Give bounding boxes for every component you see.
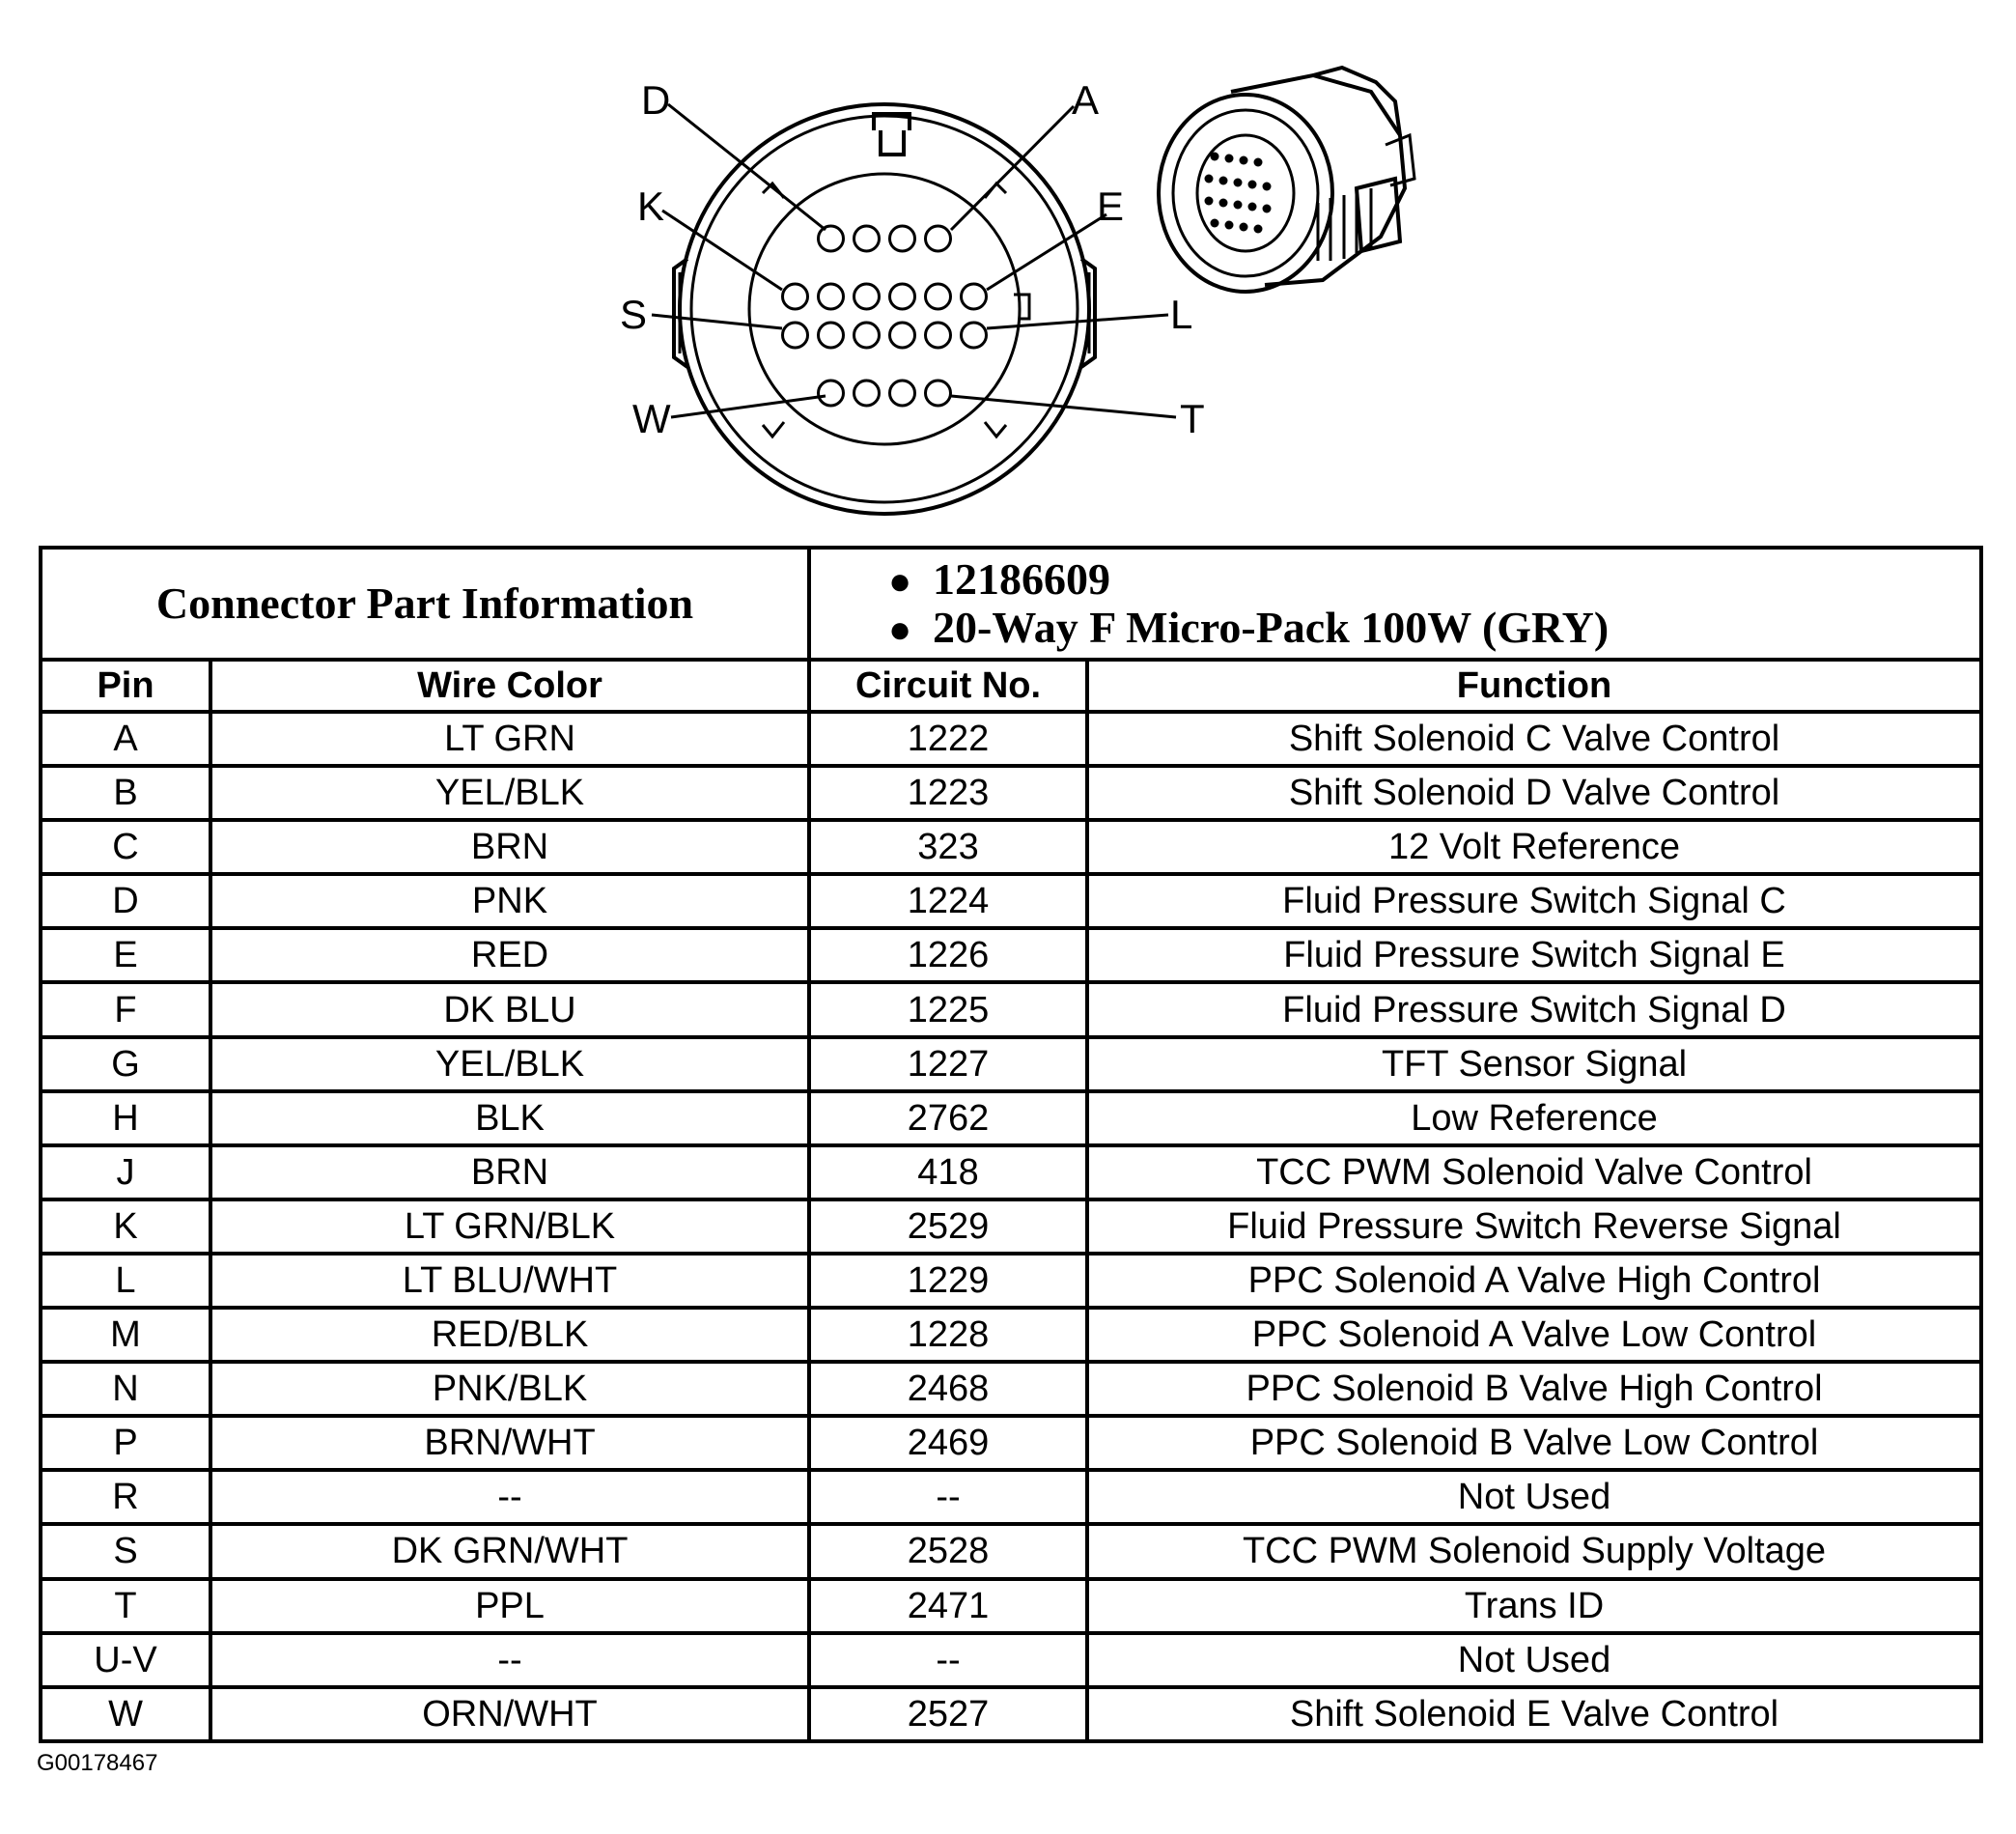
pin-cavity-3d <box>1248 203 1257 212</box>
circuit-no-cell: -- <box>809 1633 1087 1687</box>
wire-color-cell: RED <box>210 928 809 982</box>
pin-hole <box>854 226 880 251</box>
part-info-item <box>888 554 1979 604</box>
function-cell: TFT Sensor Signal <box>1087 1037 1981 1091</box>
pin-hole <box>819 323 844 348</box>
pin-hole <box>854 323 880 348</box>
table-row <box>41 1254 1981 1308</box>
function-cell: Shift Solenoid C Valve Control <box>1087 712 1981 766</box>
wire-color-cell: -- <box>210 1470 809 1524</box>
pin-cavity-3d <box>1254 225 1263 234</box>
function-cell: Trans ID <box>1087 1579 1981 1633</box>
table-row <box>41 1145 1981 1199</box>
header-wire-color: Wire Color <box>210 660 809 712</box>
pin-cavity-3d <box>1205 197 1214 206</box>
pin-hole <box>854 381 880 406</box>
pin-hole <box>783 323 808 348</box>
pin-cell: E <box>41 928 210 982</box>
pin-cell: D <box>41 874 210 928</box>
circuit-no-cell: -- <box>809 1470 1087 1524</box>
pin-hole <box>890 284 915 309</box>
pin-cell: H <box>41 1091 210 1145</box>
pin-hole <box>890 381 915 406</box>
pin-label-l: L <box>1170 292 1193 337</box>
pin-hole <box>890 323 915 348</box>
table-row <box>41 1633 1981 1687</box>
circuit-no-cell: 2471 <box>809 1579 1087 1633</box>
pin-cavity-3d <box>1263 205 1272 213</box>
pin-cell: A <box>41 712 210 766</box>
pin-cavity-3d <box>1263 183 1272 191</box>
function-cell: PPC Solenoid A Valve High Control <box>1087 1254 1981 1308</box>
function-cell: Low Reference <box>1087 1091 1981 1145</box>
function-cell: PPC Solenoid B Valve High Control <box>1087 1362 1981 1416</box>
table-row <box>41 1091 1981 1145</box>
bullet-icon: ● <box>888 607 912 651</box>
pin-cavity-3d <box>1234 179 1243 187</box>
pin-cell: J <box>41 1145 210 1199</box>
circuit-no-cell: 2762 <box>809 1091 1087 1145</box>
header-circuit-no: Circuit No. <box>809 660 1087 712</box>
connector-table <box>39 546 1983 1743</box>
function-cell: PPC Solenoid B Valve Low Control <box>1087 1416 1981 1470</box>
pin-cavity-3d <box>1234 201 1243 210</box>
function-cell: Not Used <box>1087 1633 1981 1687</box>
pin-hole <box>962 284 987 309</box>
table-row <box>41 1308 1981 1362</box>
pin-cell: U-V <box>41 1633 210 1687</box>
pin-cell: S <box>41 1524 210 1578</box>
circuit-no-cell: 2468 <box>809 1362 1087 1416</box>
circuit-no-cell: 2527 <box>809 1687 1087 1741</box>
pin-cell: R <box>41 1470 210 1524</box>
circuit-no-cell: 1228 <box>809 1308 1087 1362</box>
circuit-no-cell: 1226 <box>809 928 1087 982</box>
wire-color-cell: LT BLU/WHT <box>210 1254 809 1308</box>
circuit-no-cell: 1225 <box>809 982 1087 1036</box>
pin-hole <box>819 381 844 406</box>
pin-cavity-3d <box>1248 181 1257 189</box>
table-header-row <box>41 660 1981 712</box>
figure-id: G00178467 <box>37 1750 158 1776</box>
connector-part-info-label: Connector Part Information <box>41 548 809 660</box>
wire-color-cell: LT GRN <box>210 712 809 766</box>
table-row <box>41 712 1981 766</box>
circuit-no-cell: 418 <box>809 1145 1087 1199</box>
part-number: 12186609 <box>933 554 1110 604</box>
pin-hole <box>819 226 844 251</box>
pin-cavity-3d <box>1240 223 1248 232</box>
pin-label-t: T <box>1180 396 1205 441</box>
table-row <box>41 928 1981 982</box>
function-cell: Fluid Pressure Switch Signal D <box>1087 982 1981 1036</box>
circuit-no-cell: 323 <box>809 820 1087 874</box>
circuit-no-cell: 1223 <box>809 766 1087 820</box>
pin-cell: F <box>41 982 210 1036</box>
header-function: Function <box>1087 660 1981 712</box>
pin-cavity-3d <box>1219 199 1228 208</box>
part-description: 20-Way F Micro-Pack 100W (GRY) <box>933 603 1610 652</box>
function-cell: Shift Solenoid E Valve Control <box>1087 1687 1981 1741</box>
circuit-no-cell: 2528 <box>809 1524 1087 1578</box>
circuit-no-cell: 2469 <box>809 1416 1087 1470</box>
wire-color-cell: BRN <box>210 820 809 874</box>
table-row <box>41 766 1981 820</box>
table-row <box>41 1524 1981 1578</box>
wire-color-cell: -- <box>210 1633 809 1687</box>
pin-cell: T <box>41 1579 210 1633</box>
pin-cell: L <box>41 1254 210 1308</box>
wire-color-cell: RED/BLK <box>210 1308 809 1362</box>
connector-part-info-row <box>41 548 1981 660</box>
wire-color-cell: BRN <box>210 1145 809 1199</box>
function-cell: Fluid Pressure Switch Signal E <box>1087 928 1981 982</box>
circuit-no-cell: 1222 <box>809 712 1087 766</box>
wire-color-cell: PNK/BLK <box>210 1362 809 1416</box>
pin-hole <box>890 226 915 251</box>
pin-hole <box>962 323 987 348</box>
wire-color-cell: PPL <box>210 1579 809 1633</box>
pin-cell: K <box>41 1199 210 1254</box>
connector-part-info-list <box>809 548 1981 660</box>
header-pin: Pin <box>41 660 210 712</box>
pin-cell: P <box>41 1416 210 1470</box>
pin-hole <box>926 226 951 251</box>
function-cell: Not Used <box>1087 1470 1981 1524</box>
pin-cavity-3d <box>1240 156 1248 165</box>
table-row <box>41 1037 1981 1091</box>
pin-hole <box>926 284 951 309</box>
pin-cavity-3d <box>1225 221 1234 230</box>
table-row <box>41 820 1981 874</box>
pin-hole <box>854 284 880 309</box>
pin-label-s: S <box>620 292 648 337</box>
connector-3d-view <box>1159 68 1414 292</box>
table-row <box>41 1199 1981 1254</box>
function-cell: TCC PWM Solenoid Supply Voltage <box>1087 1524 1981 1578</box>
wire-color-cell: LT GRN/BLK <box>210 1199 809 1254</box>
pin-cavity-3d <box>1254 158 1263 167</box>
table-row <box>41 1362 1981 1416</box>
table-row <box>41 1416 1981 1470</box>
table-row <box>41 1579 1981 1633</box>
function-cell: 12 Volt Reference <box>1087 820 1981 874</box>
wire-color-cell: ORN/WHT <box>210 1687 809 1741</box>
wire-color-cell: BRN/WHT <box>210 1416 809 1470</box>
function-cell: TCC PWM Solenoid Valve Control <box>1087 1145 1981 1199</box>
table-row <box>41 1687 1981 1741</box>
pin-label-a: A <box>1072 77 1100 123</box>
pin-leader-lines <box>652 104 1176 417</box>
circuit-no-cell: 1227 <box>809 1037 1087 1091</box>
pin-cavity-3d <box>1211 153 1219 161</box>
pin-cell: N <box>41 1362 210 1416</box>
pin-cavity-3d <box>1211 219 1219 228</box>
pin-cell: M <box>41 1308 210 1362</box>
pin-holes <box>783 226 987 406</box>
pin-cell: C <box>41 820 210 874</box>
connector-diagram <box>0 0 2016 541</box>
pin-hole <box>926 323 951 348</box>
bullet-icon: ● <box>888 559 912 603</box>
wire-color-cell: DK BLU <box>210 982 809 1036</box>
circuit-no-cell: 2529 <box>809 1199 1087 1254</box>
pin-label-d: D <box>641 77 671 123</box>
table-row <box>41 982 1981 1036</box>
circuit-no-cell: 1229 <box>809 1254 1087 1308</box>
pin-cell: G <box>41 1037 210 1091</box>
wire-color-cell: DK GRN/WHT <box>210 1524 809 1578</box>
function-cell: Shift Solenoid D Valve Control <box>1087 766 1981 820</box>
wire-color-cell: YEL/BLK <box>210 766 809 820</box>
pin-cell: W <box>41 1687 210 1741</box>
wire-color-cell: BLK <box>210 1091 809 1145</box>
pin-hole <box>783 284 808 309</box>
pin-cavity-3d <box>1219 177 1228 185</box>
function-cell: Fluid Pressure Switch Reverse Signal <box>1087 1199 1981 1254</box>
wire-color-cell: PNK <box>210 874 809 928</box>
circuit-no-cell: 1224 <box>809 874 1087 928</box>
pin-label-w: W <box>632 396 671 441</box>
table-row <box>41 1470 1981 1524</box>
pin-hole <box>819 284 844 309</box>
pin-label-k: K <box>637 183 665 229</box>
pin-cavity-3d <box>1225 155 1234 163</box>
connector-face <box>674 104 1095 514</box>
pin-label-e: E <box>1097 183 1125 229</box>
function-cell: Fluid Pressure Switch Signal C <box>1087 874 1981 928</box>
function-cell: PPC Solenoid A Valve Low Control <box>1087 1308 1981 1362</box>
pin-hole <box>926 381 951 406</box>
wire-color-cell: YEL/BLK <box>210 1037 809 1091</box>
pin-cell: B <box>41 766 210 820</box>
pin-cavity-3d <box>1205 175 1214 183</box>
table-row <box>41 874 1981 928</box>
part-info-item <box>888 603 1979 652</box>
